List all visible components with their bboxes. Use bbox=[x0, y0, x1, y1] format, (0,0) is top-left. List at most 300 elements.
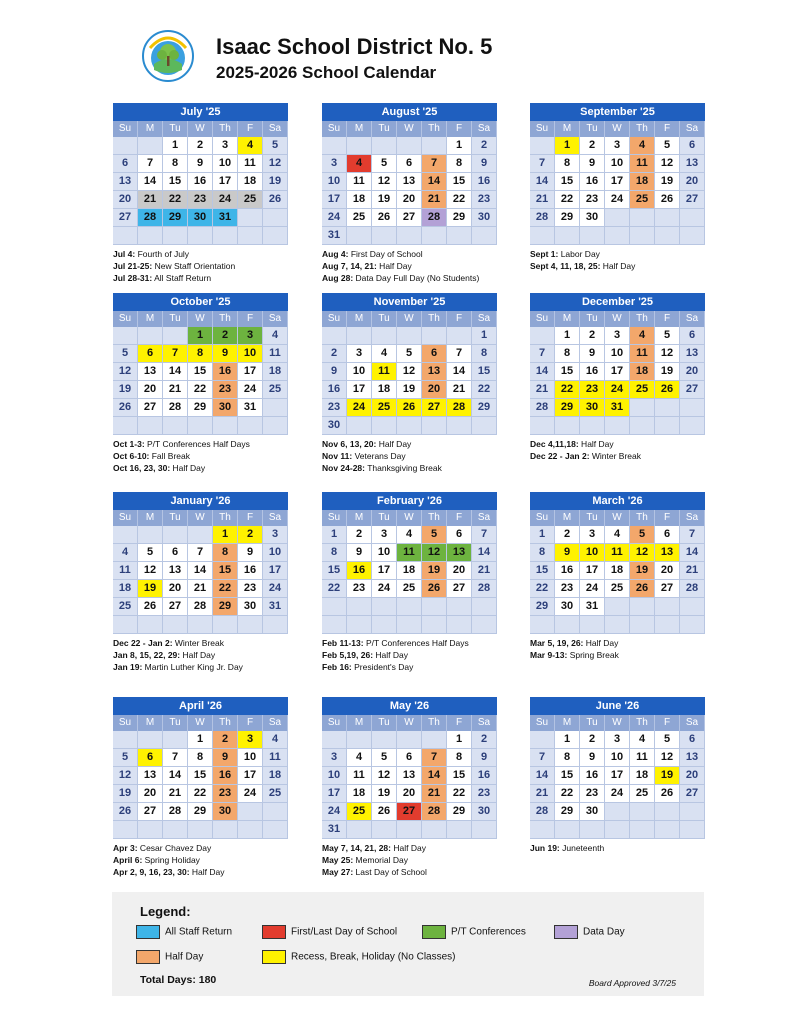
weekday-header: W bbox=[397, 510, 422, 526]
note-text: Martin Luther King Jr. Day bbox=[142, 662, 243, 672]
note-date: Jul 4: bbox=[113, 249, 136, 259]
day-cell: 25 bbox=[347, 209, 372, 227]
month-title: February '26 bbox=[322, 492, 497, 510]
day-cell: 9 bbox=[580, 155, 605, 173]
day-cell: 8 bbox=[188, 345, 213, 363]
day-cell: 14 bbox=[530, 173, 555, 191]
day-cell: 5 bbox=[655, 137, 680, 155]
note-text: Fall Break bbox=[149, 451, 190, 461]
weekday-header: W bbox=[397, 715, 422, 731]
day-cell: 9 bbox=[580, 345, 605, 363]
day-cell: 5 bbox=[630, 526, 655, 544]
weekday-header: Tu bbox=[580, 715, 605, 731]
weekday-header: Tu bbox=[580, 121, 605, 137]
day-cell: 22 bbox=[447, 191, 472, 209]
day-cell: 16 bbox=[472, 173, 497, 191]
month-grid bbox=[530, 715, 705, 839]
day-cell: 23 bbox=[580, 381, 605, 399]
note-line bbox=[530, 438, 705, 450]
weekday-header: W bbox=[188, 510, 213, 526]
note-line bbox=[113, 462, 288, 474]
empty-cell bbox=[530, 327, 555, 345]
day-cell: 29 bbox=[188, 399, 213, 417]
day-cell: 28 bbox=[530, 399, 555, 417]
weekday-header: M bbox=[347, 121, 372, 137]
empty-cell bbox=[655, 616, 680, 634]
month-block bbox=[322, 492, 497, 673]
day-cell: 21 bbox=[472, 562, 497, 580]
weekday-header: Su bbox=[113, 510, 138, 526]
day-cell: 3 bbox=[263, 526, 288, 544]
day-cell: 17 bbox=[238, 363, 263, 381]
day-cell: 18 bbox=[238, 173, 263, 191]
note-text: All Staff Return bbox=[152, 273, 212, 283]
day-cell: 25 bbox=[263, 381, 288, 399]
day-cell: 7 bbox=[472, 526, 497, 544]
day-cell: 27 bbox=[138, 399, 163, 417]
day-cell: 13 bbox=[163, 562, 188, 580]
day-cell: 13 bbox=[680, 155, 705, 173]
note-text: Half Day bbox=[170, 463, 206, 473]
day-cell: 10 bbox=[322, 173, 347, 191]
day-cell: 17 bbox=[322, 785, 347, 803]
day-cell: 22 bbox=[188, 785, 213, 803]
empty-cell bbox=[530, 616, 555, 634]
day-cell: 16 bbox=[347, 562, 372, 580]
day-cell: 16 bbox=[580, 173, 605, 191]
day-cell: 26 bbox=[372, 209, 397, 227]
empty-cell bbox=[472, 616, 497, 634]
day-cell: 28 bbox=[530, 209, 555, 227]
day-cell: 18 bbox=[263, 767, 288, 785]
empty-cell bbox=[238, 209, 263, 227]
note-text: P/T Conferences Half Days bbox=[144, 439, 250, 449]
empty-cell bbox=[238, 821, 263, 839]
empty-cell bbox=[163, 526, 188, 544]
note-date: Jan 8, 15, 22, 29: bbox=[113, 650, 181, 660]
day-cell: 20 bbox=[680, 363, 705, 381]
day-cell: 4 bbox=[113, 544, 138, 562]
day-cell: 5 bbox=[263, 137, 288, 155]
day-cell: 29 bbox=[447, 209, 472, 227]
page-title: Isaac School District No. 5 bbox=[216, 34, 493, 59]
day-cell: 1 bbox=[447, 731, 472, 749]
empty-cell bbox=[655, 227, 680, 245]
legend-label: P/T Conferences bbox=[451, 926, 526, 938]
day-cell: 18 bbox=[630, 767, 655, 785]
day-cell: 15 bbox=[447, 767, 472, 785]
day-cell: 17 bbox=[213, 173, 238, 191]
day-cell: 24 bbox=[580, 580, 605, 598]
day-cell: 2 bbox=[347, 526, 372, 544]
note-text: President's Day bbox=[351, 662, 414, 672]
weekday-header: M bbox=[347, 510, 372, 526]
weekday-header: F bbox=[447, 121, 472, 137]
empty-cell bbox=[372, 598, 397, 616]
board-approved: Board Approved 3/7/25 bbox=[588, 978, 676, 988]
day-cell: 19 bbox=[397, 381, 422, 399]
note-text: Half Day bbox=[376, 439, 412, 449]
day-cell: 11 bbox=[397, 544, 422, 562]
weekday-header: Th bbox=[213, 715, 238, 731]
day-cell: 9 bbox=[580, 749, 605, 767]
day-cell: 12 bbox=[113, 767, 138, 785]
day-cell: 4 bbox=[630, 327, 655, 345]
month-block bbox=[322, 103, 497, 284]
day-cell: 14 bbox=[530, 363, 555, 381]
month-grid bbox=[113, 510, 288, 634]
legend-swatch bbox=[422, 925, 446, 939]
note-text: Spring Break bbox=[567, 650, 619, 660]
month-grid bbox=[322, 715, 497, 839]
legend-swatch bbox=[262, 925, 286, 939]
empty-cell bbox=[447, 227, 472, 245]
empty-cell bbox=[605, 821, 630, 839]
day-cell: 26 bbox=[138, 598, 163, 616]
day-cell: 9 bbox=[472, 749, 497, 767]
month-notes bbox=[113, 637, 288, 673]
month-block bbox=[530, 103, 705, 272]
month-title: June '26 bbox=[530, 697, 705, 715]
month-notes bbox=[322, 637, 497, 673]
note-line bbox=[322, 854, 497, 866]
month-block bbox=[530, 697, 705, 854]
note-line bbox=[113, 248, 288, 260]
day-cell: 13 bbox=[655, 544, 680, 562]
note-text: P/T Conferences Half Days bbox=[363, 638, 469, 648]
day-cell: 25 bbox=[372, 399, 397, 417]
note-date: Sept 4, 11, 18, 25: bbox=[530, 261, 601, 271]
day-cell: 18 bbox=[372, 381, 397, 399]
day-cell: 28 bbox=[680, 580, 705, 598]
month-grid bbox=[113, 715, 288, 839]
day-cell: 10 bbox=[372, 544, 397, 562]
day-cell: 11 bbox=[238, 155, 263, 173]
day-cell: 30 bbox=[580, 803, 605, 821]
day-cell: 12 bbox=[655, 749, 680, 767]
empty-cell bbox=[372, 327, 397, 345]
day-cell: 13 bbox=[397, 173, 422, 191]
district-logo-icon bbox=[142, 30, 194, 82]
day-cell: 19 bbox=[138, 580, 163, 598]
day-cell: 17 bbox=[322, 191, 347, 209]
day-cell: 9 bbox=[213, 345, 238, 363]
day-cell: 6 bbox=[138, 749, 163, 767]
day-cell: 20 bbox=[138, 785, 163, 803]
month-notes bbox=[322, 248, 497, 284]
day-cell: 14 bbox=[447, 363, 472, 381]
empty-cell bbox=[113, 616, 138, 634]
weekday-header: Su bbox=[113, 121, 138, 137]
day-cell: 16 bbox=[188, 173, 213, 191]
weekday-header: Su bbox=[322, 311, 347, 327]
day-cell: 28 bbox=[447, 399, 472, 417]
weekday-header: Sa bbox=[472, 715, 497, 731]
note-date: Jun 19: bbox=[530, 843, 560, 853]
day-cell: 8 bbox=[322, 544, 347, 562]
empty-cell bbox=[163, 616, 188, 634]
day-cell: 2 bbox=[472, 137, 497, 155]
day-cell: 15 bbox=[188, 363, 213, 381]
empty-cell bbox=[680, 803, 705, 821]
day-cell: 23 bbox=[347, 580, 372, 598]
note-text: New Staff Orientation bbox=[152, 261, 236, 271]
day-cell: 6 bbox=[163, 544, 188, 562]
empty-cell bbox=[113, 137, 138, 155]
day-cell: 25 bbox=[397, 580, 422, 598]
empty-cell bbox=[397, 327, 422, 345]
weekday-header: M bbox=[347, 311, 372, 327]
empty-cell bbox=[630, 616, 655, 634]
weekday-header: Tu bbox=[163, 715, 188, 731]
day-cell: 14 bbox=[188, 562, 213, 580]
note-text: Fourth of July bbox=[135, 249, 190, 259]
day-cell: 21 bbox=[138, 191, 163, 209]
day-cell: 15 bbox=[555, 173, 580, 191]
empty-cell bbox=[372, 821, 397, 839]
weekday-header: Su bbox=[322, 510, 347, 526]
month-title: August '25 bbox=[322, 103, 497, 121]
empty-cell bbox=[422, 731, 447, 749]
day-cell: 7 bbox=[422, 155, 447, 173]
empty-cell bbox=[605, 803, 630, 821]
day-cell: 1 bbox=[472, 327, 497, 345]
note-line bbox=[322, 842, 497, 854]
month-title: July '25 bbox=[113, 103, 288, 121]
day-cell: 18 bbox=[397, 562, 422, 580]
note-text: Half Day bbox=[189, 867, 225, 877]
empty-cell bbox=[213, 417, 238, 435]
day-cell: 4 bbox=[263, 731, 288, 749]
month-grid bbox=[113, 121, 288, 245]
day-cell: 28 bbox=[422, 803, 447, 821]
day-cell: 13 bbox=[397, 767, 422, 785]
empty-cell bbox=[138, 137, 163, 155]
empty-cell bbox=[138, 526, 163, 544]
day-cell: 22 bbox=[322, 580, 347, 598]
weekday-header: Su bbox=[113, 715, 138, 731]
day-cell: 31 bbox=[238, 399, 263, 417]
empty-cell bbox=[555, 227, 580, 245]
note-text: Winter Break bbox=[172, 638, 225, 648]
day-cell: 24 bbox=[238, 785, 263, 803]
day-cell: 18 bbox=[605, 562, 630, 580]
note-line bbox=[113, 260, 288, 272]
empty-cell bbox=[655, 598, 680, 616]
empty-cell bbox=[630, 209, 655, 227]
day-cell: 3 bbox=[238, 327, 263, 345]
weekday-header: W bbox=[605, 121, 630, 137]
weekday-header: Th bbox=[630, 715, 655, 731]
weekday-header: W bbox=[188, 121, 213, 137]
weekday-header: Tu bbox=[163, 121, 188, 137]
legend-label: All Staff Return bbox=[165, 926, 233, 938]
note-date: Nov 6, 13, 20: bbox=[322, 439, 377, 449]
day-cell: 6 bbox=[447, 526, 472, 544]
note-line bbox=[530, 450, 705, 462]
empty-cell bbox=[422, 227, 447, 245]
note-line bbox=[322, 260, 497, 272]
day-cell: 8 bbox=[447, 155, 472, 173]
day-cell: 10 bbox=[213, 155, 238, 173]
day-cell: 1 bbox=[188, 327, 213, 345]
day-cell: 23 bbox=[555, 580, 580, 598]
day-cell: 21 bbox=[188, 580, 213, 598]
day-cell: 10 bbox=[347, 363, 372, 381]
legend-item-firstlast bbox=[262, 925, 397, 939]
day-cell: 14 bbox=[680, 544, 705, 562]
day-cell: 5 bbox=[655, 731, 680, 749]
day-cell: 25 bbox=[630, 381, 655, 399]
empty-cell bbox=[605, 598, 630, 616]
day-cell: 20 bbox=[138, 381, 163, 399]
note-line bbox=[322, 462, 497, 474]
weekday-header: Sa bbox=[680, 715, 705, 731]
month-block bbox=[113, 697, 288, 878]
note-date: Feb 16: bbox=[322, 662, 352, 672]
day-cell: 22 bbox=[472, 381, 497, 399]
day-cell: 24 bbox=[238, 381, 263, 399]
day-cell: 23 bbox=[580, 191, 605, 209]
day-cell: 27 bbox=[138, 803, 163, 821]
note-date: Oct 1-3: bbox=[113, 439, 145, 449]
day-cell: 30 bbox=[322, 417, 347, 435]
day-cell: 10 bbox=[605, 345, 630, 363]
weekday-header: M bbox=[555, 510, 580, 526]
weekday-header: M bbox=[138, 121, 163, 137]
legend-swatch bbox=[136, 950, 160, 964]
day-cell: 2 bbox=[580, 731, 605, 749]
day-cell: 10 bbox=[580, 544, 605, 562]
note-line bbox=[530, 842, 705, 854]
empty-cell bbox=[655, 209, 680, 227]
day-cell: 20 bbox=[397, 785, 422, 803]
day-cell: 15 bbox=[188, 767, 213, 785]
day-cell: 6 bbox=[680, 137, 705, 155]
empty-cell bbox=[347, 327, 372, 345]
day-cell: 14 bbox=[472, 544, 497, 562]
weekday-header: F bbox=[655, 715, 680, 731]
day-cell: 19 bbox=[655, 767, 680, 785]
weekday-header: Tu bbox=[580, 510, 605, 526]
day-cell: 23 bbox=[472, 785, 497, 803]
day-cell: 27 bbox=[680, 381, 705, 399]
day-cell: 24 bbox=[605, 191, 630, 209]
empty-cell bbox=[138, 417, 163, 435]
legend-title: Legend: bbox=[140, 904, 191, 919]
empty-cell bbox=[680, 417, 705, 435]
note-date: May 7, 14, 21, 28: bbox=[322, 843, 391, 853]
weekday-header: M bbox=[555, 311, 580, 327]
day-cell: 7 bbox=[530, 345, 555, 363]
day-cell: 20 bbox=[397, 191, 422, 209]
day-cell: 13 bbox=[422, 363, 447, 381]
weekday-header: Tu bbox=[372, 715, 397, 731]
day-cell: 4 bbox=[238, 137, 263, 155]
legend-swatch bbox=[554, 925, 578, 939]
day-cell: 28 bbox=[530, 803, 555, 821]
day-cell: 25 bbox=[263, 785, 288, 803]
weekday-header: Th bbox=[213, 311, 238, 327]
day-cell: 15 bbox=[530, 562, 555, 580]
page-subtitle: 2025-2026 School Calendar bbox=[216, 63, 437, 82]
day-cell: 8 bbox=[555, 345, 580, 363]
empty-cell bbox=[397, 598, 422, 616]
empty-cell bbox=[322, 598, 347, 616]
day-cell: 21 bbox=[530, 191, 555, 209]
day-cell: 5 bbox=[113, 749, 138, 767]
day-cell: 20 bbox=[655, 562, 680, 580]
note-date: Aug 7, 14, 21: bbox=[322, 261, 377, 271]
day-cell: 5 bbox=[397, 345, 422, 363]
day-cell: 7 bbox=[138, 155, 163, 173]
note-text: Half Day bbox=[391, 843, 426, 853]
day-cell: 25 bbox=[347, 803, 372, 821]
day-cell: 18 bbox=[113, 580, 138, 598]
empty-cell bbox=[347, 417, 372, 435]
day-cell: 30 bbox=[580, 209, 605, 227]
day-cell: 12 bbox=[422, 544, 447, 562]
empty-cell bbox=[113, 227, 138, 245]
day-cell: 7 bbox=[188, 544, 213, 562]
day-cell: 28 bbox=[472, 580, 497, 598]
empty-cell bbox=[163, 327, 188, 345]
empty-cell bbox=[605, 227, 630, 245]
day-cell: 7 bbox=[422, 749, 447, 767]
weekday-header: Th bbox=[213, 121, 238, 137]
note-text: Veterans Day bbox=[352, 451, 406, 461]
empty-cell bbox=[238, 616, 263, 634]
note-text: Juneteenth bbox=[559, 843, 605, 853]
month-title: April '26 bbox=[113, 697, 288, 715]
day-cell: 4 bbox=[605, 526, 630, 544]
day-cell: 26 bbox=[113, 399, 138, 417]
empty-cell bbox=[163, 417, 188, 435]
day-cell: 2 bbox=[580, 327, 605, 345]
day-cell: 19 bbox=[655, 173, 680, 191]
day-cell: 21 bbox=[447, 381, 472, 399]
weekday-header: Sa bbox=[263, 510, 288, 526]
empty-cell bbox=[163, 227, 188, 245]
day-cell: 30 bbox=[188, 209, 213, 227]
weekday-header: F bbox=[655, 121, 680, 137]
day-cell: 7 bbox=[447, 345, 472, 363]
day-cell: 4 bbox=[630, 731, 655, 749]
note-text: Half Day bbox=[600, 261, 636, 271]
weekday-header: Sa bbox=[472, 121, 497, 137]
note-date: Feb 11-13: bbox=[322, 638, 364, 648]
day-cell: 28 bbox=[138, 209, 163, 227]
note-line bbox=[113, 450, 288, 462]
empty-cell bbox=[655, 803, 680, 821]
legend-label: Half Day bbox=[165, 951, 204, 963]
empty-cell bbox=[630, 227, 655, 245]
day-cell: 2 bbox=[238, 526, 263, 544]
day-cell: 15 bbox=[555, 363, 580, 381]
day-cell: 17 bbox=[372, 562, 397, 580]
month-title: November '25 bbox=[322, 293, 497, 311]
day-cell: 29 bbox=[447, 803, 472, 821]
day-cell: 9 bbox=[322, 363, 347, 381]
note-line bbox=[113, 637, 288, 649]
note-date: Jul 28-31: bbox=[113, 273, 153, 283]
day-cell: 26 bbox=[113, 803, 138, 821]
empty-cell bbox=[605, 209, 630, 227]
day-cell: 4 bbox=[347, 155, 372, 173]
note-date: Aug 4: bbox=[322, 249, 349, 259]
empty-cell bbox=[447, 598, 472, 616]
day-cell: 13 bbox=[680, 749, 705, 767]
